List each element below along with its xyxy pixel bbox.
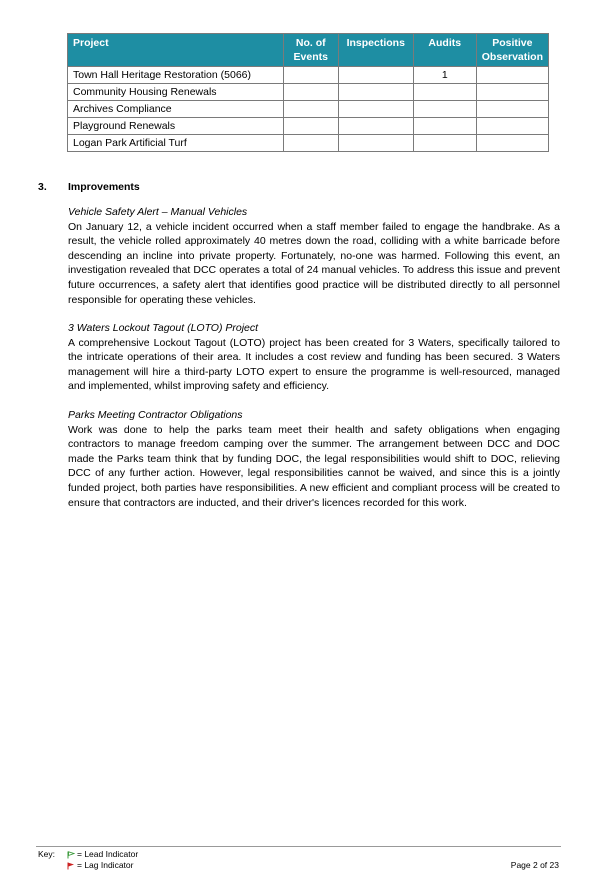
section-number: 3.: [38, 181, 47, 193]
cell-audits: 1: [413, 67, 476, 84]
page-number: Page 2 of 23: [510, 860, 559, 870]
cell-audits: [413, 135, 476, 152]
header-audits: Audits: [413, 34, 476, 67]
footer-divider: [36, 846, 561, 847]
cell-project: Logan Park Artificial Turf: [68, 135, 284, 152]
item-subtitle: Parks Meeting Contractor Obligations: [68, 409, 243, 421]
cell-project: Community Housing Renewals: [68, 84, 284, 101]
cell-inspections: [338, 84, 413, 101]
lag-flag-icon: [67, 862, 75, 870]
cell-inspections: [338, 67, 413, 84]
footer-key-label: Key:: [38, 849, 56, 859]
cell-positive-observation: [476, 118, 548, 135]
footer-key: [67, 849, 138, 871]
lead-indicator-key: [67, 849, 138, 860]
item-paragraph: Work was done to help the parks team meet their health and safety obligations when engaging contractors to manage freedom camping over the summer. The arrangement between DCC and DOC made the Parks team think that by funding DOC, the legal responsibilities would shift to DOC, relieving DCC of any further action. However, legal responsibilities cannot be waived, and since this is a jointly funded project, both parties have responsibilities. A new efficient and compliant process will be created to ensure that contractors are inducted, and their driver's licences recorded for this work.: [68, 423, 560, 509]
cell-audits: [413, 84, 476, 101]
cell-audits: [413, 101, 476, 118]
lead-indicator-label: = Lead Indicator: [77, 849, 139, 859]
header-inspections: Inspections: [338, 34, 413, 67]
improvement-item: [68, 408, 560, 510]
cell-events: [283, 84, 338, 101]
cell-events: [283, 67, 338, 84]
table-row: [68, 67, 549, 84]
cell-events: [283, 135, 338, 152]
lag-indicator-key: [67, 860, 138, 871]
section-title: Improvements: [68, 181, 140, 193]
header-project: Project: [68, 34, 284, 67]
table-row: [68, 135, 549, 152]
cell-positive-observation: [476, 135, 548, 152]
cell-positive-observation: [476, 67, 548, 84]
header-events: No. of Events: [283, 34, 338, 67]
cell-project: Playground Renewals: [68, 118, 284, 135]
cell-audits: [413, 118, 476, 135]
cell-positive-observation: [476, 101, 548, 118]
item-paragraph: On January 12, a vehicle incident occurred when a staff member failed to engage the handbrake. As a result, the vehicle rolled approximately 40 metres down the road, colliding with a white barricade before descending an incline into private property. Fortunately, no-one was harmed. Following this event, an investigation revealed that DCC operates a total of 24 manual vehicles. To address this issue and prevent future occurrences, a safety alert that identifies good practice will be distributed directly to all personnel responsible for operating these vehicles.: [68, 220, 560, 306]
item-subtitle: Vehicle Safety Alert – Manual Vehicles: [68, 206, 248, 218]
cell-events: [283, 118, 338, 135]
projects-table: [67, 33, 549, 152]
cell-inspections: [338, 135, 413, 152]
lead-flag-icon: [67, 851, 75, 859]
table-header-row: [68, 34, 549, 67]
lag-indicator-label: = Lag Indicator: [77, 860, 134, 870]
table-row: [68, 118, 549, 135]
cell-project: Archives Compliance: [68, 101, 284, 118]
improvement-item: [68, 321, 560, 394]
cell-project: Town Hall Heritage Restoration (5066): [68, 67, 284, 84]
cell-positive-observation: [476, 84, 548, 101]
cell-inspections: [338, 101, 413, 118]
cell-events: [283, 101, 338, 118]
item-subtitle: 3 Waters Lockout Tagout (LOTO) Project: [68, 322, 259, 334]
cell-inspections: [338, 118, 413, 135]
table-row: [68, 84, 549, 101]
improvement-item: [68, 205, 560, 307]
table-row: [68, 101, 549, 118]
item-paragraph: A comprehensive Lockout Tagout (LOTO) project has been created for 3 Waters, specifically tailored to the intricate operations of their area. It includes a cost review and funding has been secured. 3 Waters management will hire a third-party LOTO expert to ensure the programme is well-resourced, managed and implemented, whilst improving safety and efficiency.: [68, 336, 560, 393]
header-positive-observation: Positive Observation: [476, 34, 548, 67]
